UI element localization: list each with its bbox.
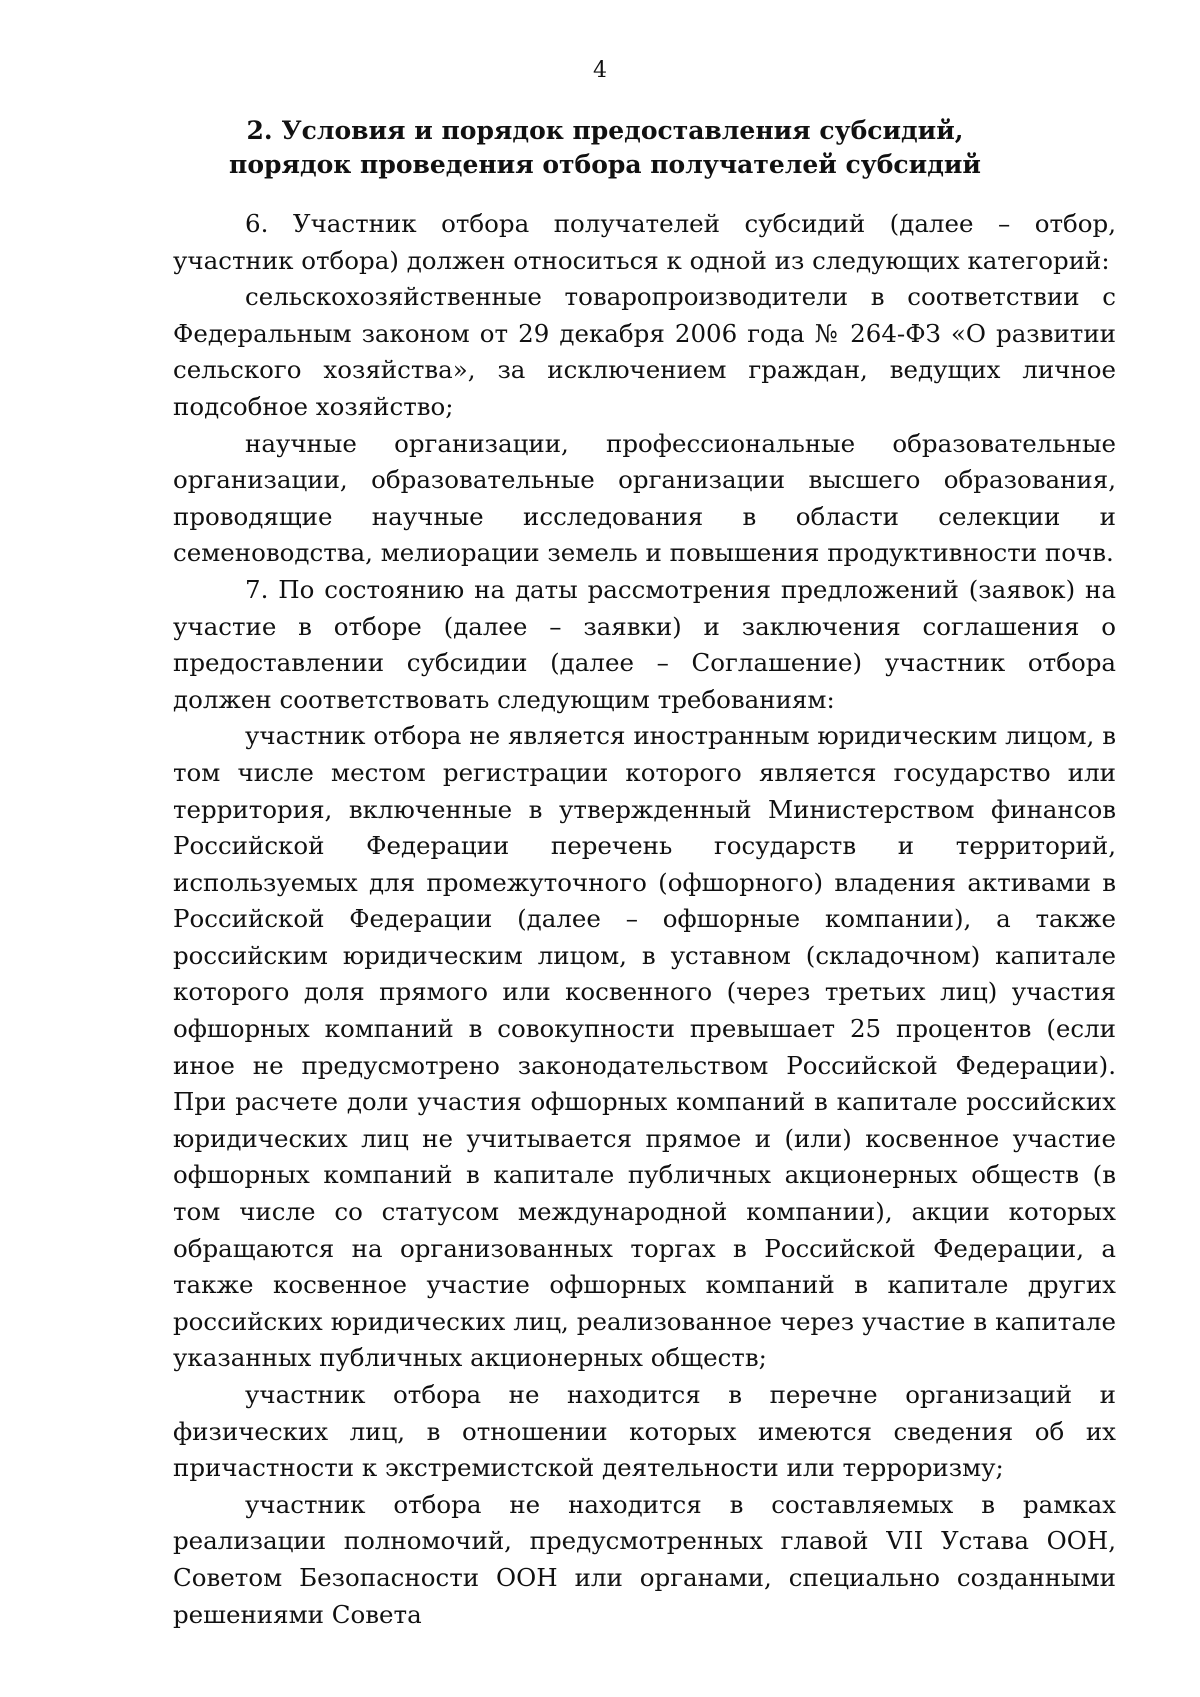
page-number: 4: [593, 58, 607, 83]
section-heading: [160, 114, 1050, 182]
paragraph-category-scientific: научные организации, профессиональные образовательные организации, образовательные организации высшего образования, проводящие научные исследования в области селекции и семеноводства, мелиорации земель и повышения продуктивности почв.: [173, 428, 1116, 568]
paragraph-7: 7. По состоянию на даты рассмотрения предложений (заявок) на участие в отборе (далее – заявки) и заключения соглашения о предоставлении субсидии (далее – Соглашение) участник отбора должен соответствовать следующим требованиям:: [173, 574, 1116, 714]
paragraph-requirement-un-sanctions: участник отбора не находится в составляемых в рамках реализации полномочий, предусмотренных главой VII Устава ООН, Советом Безопасности ООН или органами, специально созданными решениями Совета: [173, 1489, 1116, 1629]
section-heading-line-1: 2. Условия и порядок предоставления субсидий,: [246, 116, 964, 145]
document-body: [173, 206, 1116, 1633]
section-heading-line-2: порядок проведения отбора получателей субсидий: [229, 150, 981, 179]
paragraph-requirement-offshore: участник отбора не является иностранным юридическим лицом, в том числе местом регистрации которого является государство или территория, включенные в утвержденный Министерством финансов Российской Федерации перечень государств и территорий, используемых для промежуточного (офшорного) владения активами в Российской Федерации (далее – офшорные компании), а также российским юридическим лицом, в уставном (складочном) капитале которого доля прямого или косвенного (через третьих лиц) участия офшорных компаний в совокупности превышает 25 процентов (если иное не предусмотрено законодательством Российской Федерации). При расчете доли участия офшорных компаний в капитале российских юридических лиц не учитывается прямое и (или) косвенное участие офшорных компаний в капитале публичных акционерных обществ (в том числе со статусом международной компании), акции которых обращаются на организованных торгах в Российской Федерации, а также косвенное участие офшорных компаний в капитале других российских юридических лиц, реализованное через участие в капитале указанных публичных акционерных обществ;: [173, 721, 1116, 1373]
paragraph-6: 6. Участник отбора получателей субсидий (далее – отбор, участник отбора) должен относиться к одной из следующих категорий:: [173, 209, 1116, 275]
paragraph-requirement-extremism: участник отбора не находится в перечне организаций и физических лиц, в отношении которых имеются сведения об их причастности к экстремистской деятельности или терроризму;: [173, 1380, 1116, 1483]
paragraph-category-agricultural: сельскохозяйственные товаропроизводители в соответствии с Федеральным законом от 29 декабря 2006 года № 264-ФЗ «О развитии сельского хозяйства», за исключением граждан, ведущих личное подсобное хозяйство;: [173, 282, 1116, 421]
